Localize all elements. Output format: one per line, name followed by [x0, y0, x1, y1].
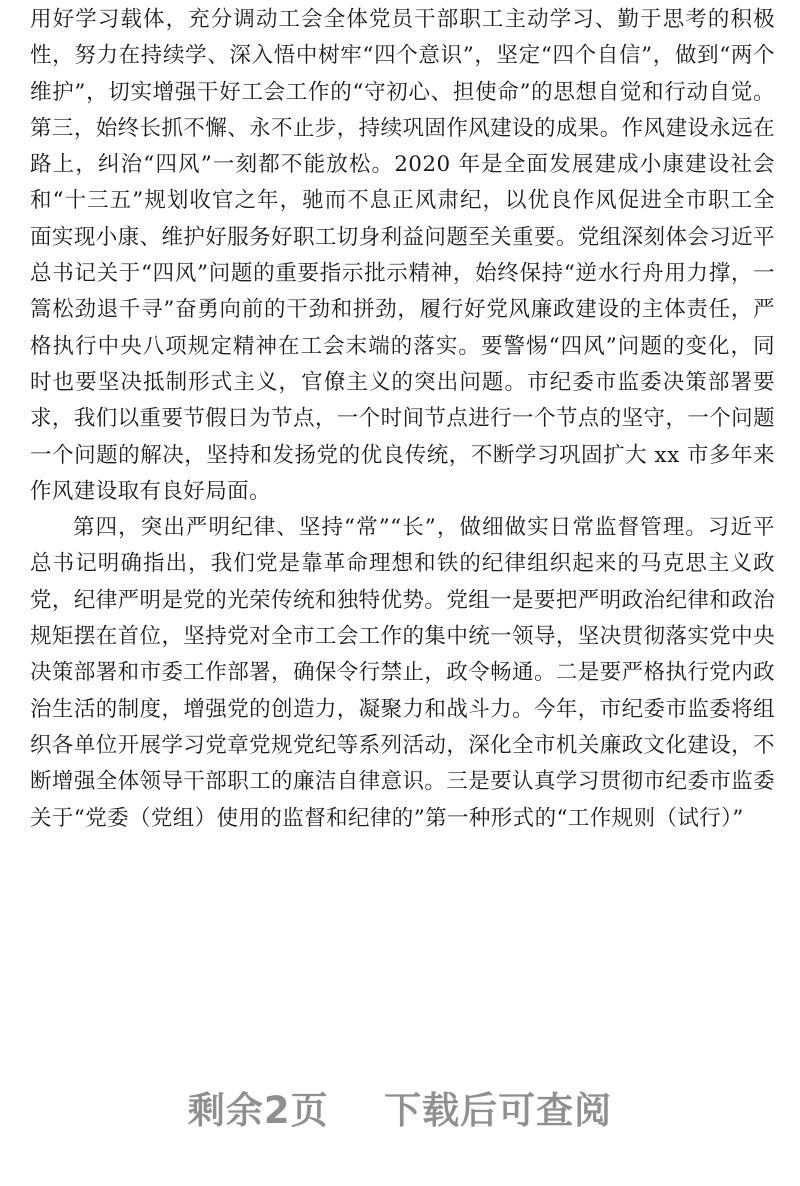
- remaining-pages-banner[interactable]: 剩余2页 下载后可查阅: [187, 1089, 613, 1132]
- document-page: [30, 2, 775, 837]
- body-paragraph: 用好学习载体，充分调动工会全体党员干部职工主动学习、勤于思考的积极性，努力在持续学、深入悟中树牢“四个意识”，坚定“四个自信”，做到“两个维护”，切实增强干好工会工作的“守初心、担使命”的思想自觉和行动自觉。第三，始终长抓不懈、永不止步，持续巩固作风建设的成果。作风建设永远在路上，纠治“四风”一刻都不能放松。2020 年是全面发展建成小康建设社会和“十三五”规划收官之年，驰而不息正风肃纪，以优良作风促进全市职工全面实现小康、维护好服务好职工切身利益问题至关重要。党组深刻体会习近平总书记关于“四风”问题的重要指示批示精神，始终保持“逆水行舟用力撑，一篙松劲退千寻”奋勇向前的干劲和拼劲，履行好党风廉政建设的主体责任，严格执行中央八项规定精神在工会末端的落实。要警惕“四风”问题的变化，同时也要坚决抵制形式主义，官僚主义的突出问题。市纪委市监委决策部署要求，我们以重要节假日为节点，一个时间节点进行一个节点的坚守，一个问题一个问题的解决，坚持和发扬党的优良传统，不断学习巩固扩大 xx 市多年来作风建设取有良好局面。: [30, 7, 775, 504]
- body-paragraph: 第四，突出严明纪律、坚持“常”“长”，做细做实日常监督管理。习近平总书记明确指出，我们党是靠革命理想和铁的纪律组织起来的马克思主义政党，纪律严明是党的光荣传统和独特优势。党组一是要把严明政治纪律和政治规矩摆在首位，坚持党对全市工会工作的集中统一领导，坚决贯彻落实党中央决策部署和市委工作部署，确保令行禁止，政令畅通。二是要严格执行党内政治生活的制度，增强党的创造力，凝聚力和战斗力。今年，市纪委市监委将组织各单位开展学习党章党规党纪等系列活动，深化全市机关廉政文化建设，不断增强全体领导干部职工的廉洁自律意识。三是要认真学习贯彻市纪委市监委关于“党委（党组）使用的监督和纪律的”第一种形式的“工作规则（试行）”: [30, 515, 775, 831]
